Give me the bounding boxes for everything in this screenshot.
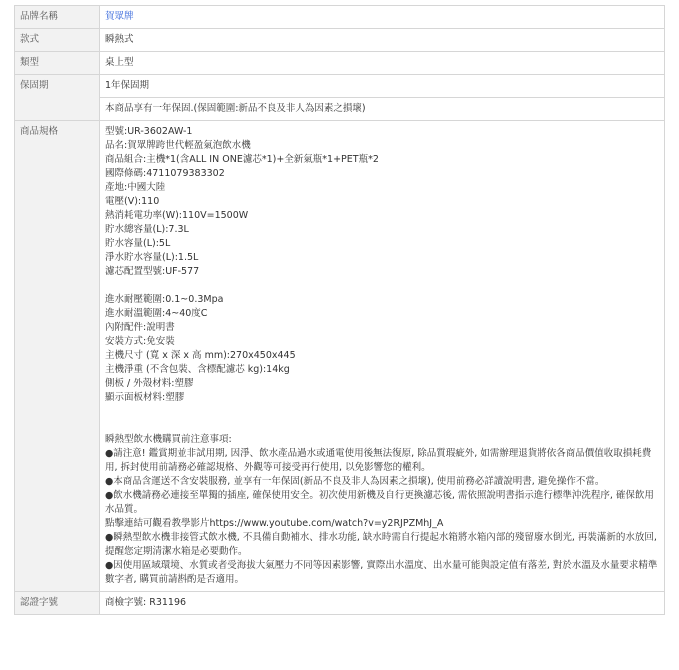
spec-value [100, 121, 665, 592]
notice-item: ●飲水機請務必連接至單獨的插座, 確保使用安全。初次使用新機及自行更換濾芯後, 需依照說明書指示進行標準沖洗程序, 確保飲用水品質。 [105, 490, 654, 515]
spec-notice [105, 433, 659, 587]
row-label-cert: 認證字號 [15, 592, 100, 615]
notice-title: 瞬熱型飲水機購買前注意事項: [105, 434, 232, 445]
spec-line: 濾芯配置型號:UF-577 [105, 266, 200, 277]
spec-group-detail [105, 293, 659, 405]
row-label-style: 款式 [15, 29, 100, 52]
table-row [15, 29, 665, 52]
warranty-value: 1年保固期 [100, 75, 665, 98]
spec-line: 國際條碼:4711079383302 [105, 168, 225, 179]
cert-value: 商檢字號: R31196 [100, 592, 665, 615]
notice-item: ●瞬熱型飲水機非接管式飲水機, 不具備自動補水、排水功能, 缺水時需自行提起水箱將水箱內部的殘留廢水倒光, 再裝滿新的水放回, 提醒您定期清潔水箱是必要動作。 [105, 532, 657, 557]
notice-item: ●請注意! 鑑賞期並非試用期, 因淨、飲水產品過水或通電使用後無法復原, 除品質瑕疵外, 如需辦理退貨將依各商品價值收取損耗費用, 拆封使用前請務必確認規格、外觀等可接受再行使用, 以免影響您的權利。 [105, 448, 652, 473]
table-row [15, 592, 665, 615]
type-value: 桌上型 [100, 52, 665, 75]
notice-item: ●因使用區域環境、水質或者受海拔大氣壓力不同等因素影響, 實際出水溫度、出水量可能與設定值有落差, 對於水溫及水量要求精準數字者, 購買前請斟酌是否適用。 [105, 560, 658, 585]
spec-line: 淨水貯水容量(L):1.5L [105, 252, 199, 263]
row-label-type: 類型 [15, 52, 100, 75]
brand-link[interactable] [100, 6, 665, 29]
spec-line: 主機淨重 (不含包裝、含標配濾芯 kg):14kg [105, 364, 290, 375]
spec-line: 進水耐壓範圍:0.1~0.3Mpa [105, 294, 224, 305]
spec-line: 貯水總容量(L):7.3L [105, 224, 189, 235]
table-row [15, 52, 665, 75]
notice-item: ●本商品含運送不含安裝服務, 並享有一年保固(新品不良及非人為因素之損壞), 使用前務必詳讀說明書, 避免操作不當。 [105, 476, 605, 487]
spec-line: 側板 / 外殼材料:塑膠 [105, 378, 194, 389]
row-label-spec: 商品規格 [15, 121, 100, 592]
row-label-brand: 品牌名稱 [15, 6, 100, 29]
spec-line: 進水耐溫範圍:4~40度C [105, 308, 208, 319]
warranty-note: 本商品享有一年保固.(保固範圍:新品不良及非人為因素之損壞) [100, 98, 665, 121]
table-row [15, 121, 665, 592]
spec-line: 貯水容量(L):5L [105, 238, 171, 249]
style-value: 瞬熱式 [100, 29, 665, 52]
spec-line: 顯示面板材料:塑膠 [105, 392, 185, 403]
spacer [105, 279, 659, 293]
spec-line: 內附配件:說明書 [105, 322, 175, 333]
spec-line: 產地:中國大陸 [105, 182, 166, 193]
spec-line: 安裝方式:免安裝 [105, 336, 175, 347]
spec-table [14, 5, 665, 615]
spacer [105, 405, 659, 433]
spec-group-basic [105, 125, 659, 279]
spec-line: 品名:賀眾牌跨世代輕盈氣泡飲水機 [105, 140, 251, 151]
spec-line: 型號:UR-3602AW-1 [105, 126, 193, 137]
spec-line: 熱消耗電功率(W):110V=1500W [105, 210, 249, 221]
spec-line: 商品組合:主機*1(含ALL IN ONE濾芯*1)+全新氣瓶*1+PET瓶*2 [105, 154, 379, 165]
row-label-warranty: 保固期 [15, 75, 100, 121]
brand-value[interactable]: 賀眾牌 [105, 11, 134, 22]
table-row [15, 6, 665, 29]
table-row [15, 98, 665, 121]
spec-line: 主機尺寸 (寬 x 深 x 高 mm):270x450x445 [105, 350, 296, 361]
spec-line: 電壓(V):110 [105, 196, 160, 207]
table-row [15, 75, 665, 98]
notice-video-link[interactable]: 點擊連結可觀看教學影片https://www.youtube.com/watch?v=y2RJPZMhJ_A [105, 518, 444, 529]
